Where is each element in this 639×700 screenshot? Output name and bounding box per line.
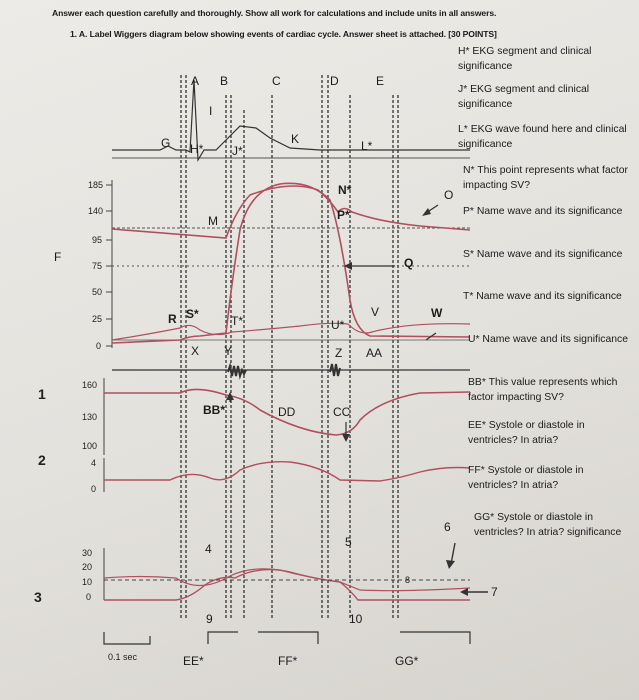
label-cc: CC xyxy=(333,405,351,419)
question-t: T* Name wave and its significance xyxy=(463,291,622,302)
label-5: 5 xyxy=(345,535,352,549)
question-l: L* EKG wave found here and clinical significance xyxy=(458,124,627,150)
label-dd: DD xyxy=(278,405,296,419)
label-i: I xyxy=(209,104,213,118)
question-s: S* Name wave and its significance xyxy=(463,249,623,260)
arrow-7-head xyxy=(460,588,468,596)
label-c: C xyxy=(272,74,281,88)
label-gg: GG* xyxy=(395,654,419,668)
velocity-tick: 0 xyxy=(86,592,92,602)
label-f: F xyxy=(54,250,62,264)
arrow-o-head xyxy=(422,208,431,216)
volume-tick: 130 xyxy=(82,412,98,422)
question-j: J* EKG segment and clinical significance xyxy=(458,84,590,110)
label-s: S* xyxy=(186,307,199,321)
label-n: N* xyxy=(338,183,352,197)
pressure-tick: 95 xyxy=(92,235,103,245)
pressure-tick: 140 xyxy=(88,206,104,216)
label-o: O xyxy=(444,188,454,202)
label-z: Z xyxy=(335,346,343,360)
time-bar-1 xyxy=(104,632,150,644)
question-ee: EE* Systole or diastole in ventricles? In atria? xyxy=(468,420,585,446)
arrow-cc-head xyxy=(342,434,350,442)
pressure-tick: 50 xyxy=(92,287,103,297)
aortic-flow-curve xyxy=(104,462,470,481)
label-d: D xyxy=(330,74,339,88)
atrial-pressure-curve xyxy=(112,323,470,340)
label-v: V xyxy=(371,305,380,319)
label-w: W xyxy=(431,306,443,320)
label-q: Q xyxy=(404,256,414,270)
label-y: Y xyxy=(224,344,233,358)
label-m: M xyxy=(208,214,218,228)
label-a: A xyxy=(191,74,200,88)
velocity-tick: 20 xyxy=(82,562,93,572)
label-x: X xyxy=(191,344,200,358)
question-1-title: 1. A. Label Wiggers diagram below showing events of cardiac cycle. Answer sheet is attached. [30 POINTS] xyxy=(70,29,497,39)
heart-sound-2 xyxy=(330,364,340,376)
mitral-flow-curve xyxy=(104,570,470,600)
aortic-pressure-curve xyxy=(112,186,470,238)
question-n: N* This point represents what factor impacting SV? xyxy=(463,165,628,191)
time-scale-label: 0.1 sec xyxy=(108,652,138,662)
row-label-3: 3 xyxy=(34,589,42,605)
pressure-tick: 25 xyxy=(92,314,103,324)
label-l: L* xyxy=(361,139,373,153)
row-label-2: 2 xyxy=(38,452,46,468)
label-j: J* xyxy=(232,144,243,158)
velocity-tick: 10 xyxy=(82,577,93,587)
label-4: 4 xyxy=(205,542,212,556)
volume-tick: 160 xyxy=(82,380,98,390)
instructions-text: Answer each question carefully and thoroughly. Show all work for calculations and include units in all answers. xyxy=(52,8,497,18)
label-r: R xyxy=(168,312,177,326)
arrow-6-head xyxy=(446,560,455,569)
label-u: U* xyxy=(331,318,345,332)
sound-tick: 4 xyxy=(91,458,97,468)
question-h: H* EKG segment and clinical significance xyxy=(458,46,592,72)
label-p: P* xyxy=(337,208,350,222)
label-7: 7 xyxy=(491,585,498,599)
pressure-tick: 0 xyxy=(96,341,102,351)
label-ff: FF* xyxy=(278,654,298,668)
label-k: K xyxy=(291,132,300,146)
velocity-tick: 30 xyxy=(82,548,93,558)
question-u: U* Name wave and its significance xyxy=(468,334,628,345)
label-10: 10 xyxy=(349,612,363,626)
label-aa: AA xyxy=(366,346,383,360)
label-bb: BB* xyxy=(203,403,226,417)
volume-tick: 100 xyxy=(82,441,98,451)
label-g: G xyxy=(161,136,171,150)
heart-sound-1 xyxy=(228,366,246,376)
question-gg: GG* Systole or diastole in ventricles? In atria? significance xyxy=(474,512,622,538)
label-9: 9 xyxy=(206,612,213,626)
label-h: H* xyxy=(190,142,204,156)
pressure-tick: 185 xyxy=(88,180,104,190)
row-label-1: 1 xyxy=(38,386,46,402)
label-t: T* xyxy=(231,314,243,328)
time-bar-ff xyxy=(258,632,318,644)
label-b: B xyxy=(220,74,229,88)
time-bar-gg xyxy=(400,632,470,644)
label-6: 6 xyxy=(444,520,451,534)
question-p: P* Name wave and its significance xyxy=(463,206,623,217)
label-e: E xyxy=(376,74,385,88)
question-bb: BB* This value represents which factor impacting SV? xyxy=(468,377,618,403)
time-bar-ee xyxy=(208,632,238,644)
pressure-tick: 75 xyxy=(92,261,103,271)
label-ee: EE* xyxy=(183,654,204,668)
label-8: 8 xyxy=(405,575,411,585)
ventricular-pressure-curve xyxy=(112,183,470,343)
sound-tick: 0 xyxy=(91,484,97,494)
question-ff: FF* Systole or diastole in ventricles? In atria? xyxy=(468,465,584,491)
